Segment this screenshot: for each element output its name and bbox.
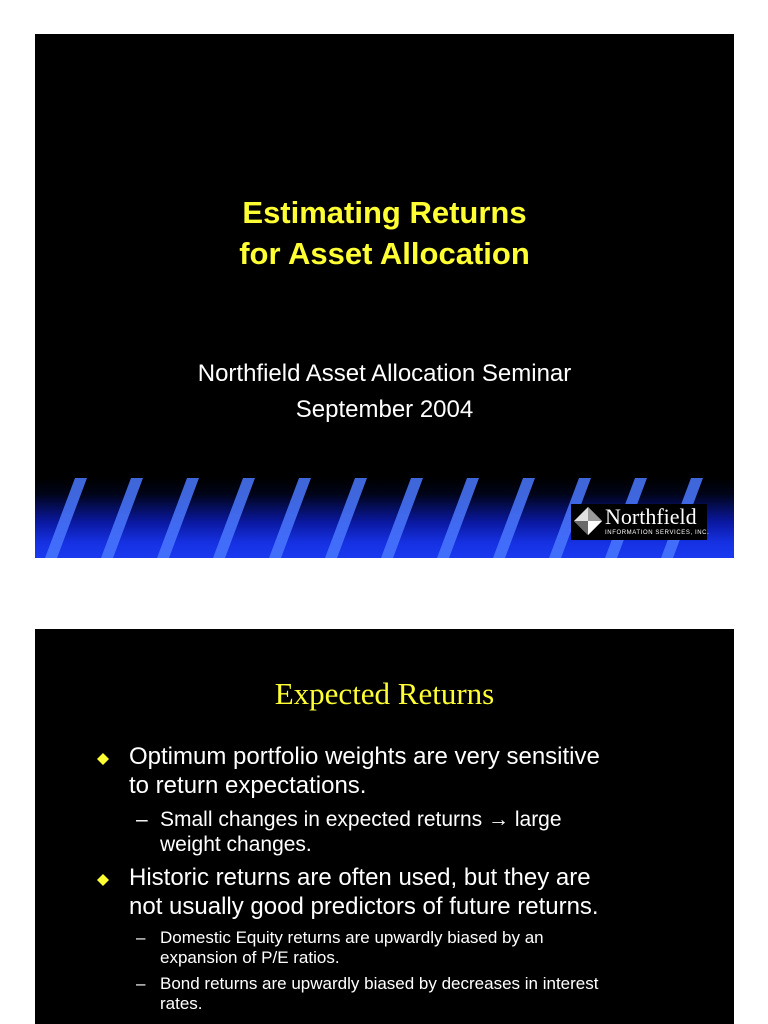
slide-title: Expected Returns	[274, 676, 495, 711]
sub-bullet-item	[160, 807, 700, 857]
subtitle-line-2: September 2004	[295, 396, 474, 423]
sub-bullet-line-2: rates.	[160, 994, 203, 1013]
sub-bullet-line-1: Domestic Equity returns are upwardly biased by an	[160, 928, 544, 947]
title-line-1: Estimating Returns	[242, 195, 527, 230]
bullet-item	[129, 863, 689, 921]
bullet-item	[129, 742, 689, 800]
logo-tagline: INFORMATION SERVICES, INC.	[605, 530, 710, 536]
bullet-line-1: Optimum portfolio weights are very sensitive	[129, 743, 600, 770]
sub-bullet-line-2: expansion of P/E ratios.	[160, 948, 340, 967]
subtitle-line-1: Northfield Asset Allocation Seminar	[197, 360, 572, 387]
northfield-logo-icon	[573, 506, 603, 536]
title-slide	[35, 34, 734, 558]
sub-bullet-item	[160, 928, 720, 968]
sub-bullet-dash: –	[136, 808, 148, 831]
diamond-bullet-icon	[97, 874, 109, 886]
logo-name: Northfield	[605, 504, 697, 529]
sub-bullet-item	[160, 974, 720, 1014]
sub-bullet-line-1: Bond returns are upwardly biased by decreases in interest	[160, 974, 599, 993]
diamond-bullet-icon	[97, 753, 109, 765]
northfield-logo	[571, 504, 710, 540]
slide-title	[35, 192, 734, 274]
bullet-line-2: not usually good predictors of future returns.	[129, 893, 599, 920]
bullet-line-1: Historic returns are often used, but they are	[129, 864, 591, 891]
slide-subtitle	[35, 356, 734, 428]
sub-bullet-line-2: weight changes.	[160, 833, 312, 856]
sub-bullet-line-1: Small changes in expected returns → large	[160, 808, 562, 831]
sub-bullet-dash: –	[136, 928, 146, 947]
bullet-line-2: to return expectations.	[129, 772, 367, 799]
title-line-2: for Asset Allocation	[239, 236, 530, 271]
expected-returns-slide	[35, 629, 734, 1024]
sub-bullet-dash: –	[136, 974, 146, 993]
